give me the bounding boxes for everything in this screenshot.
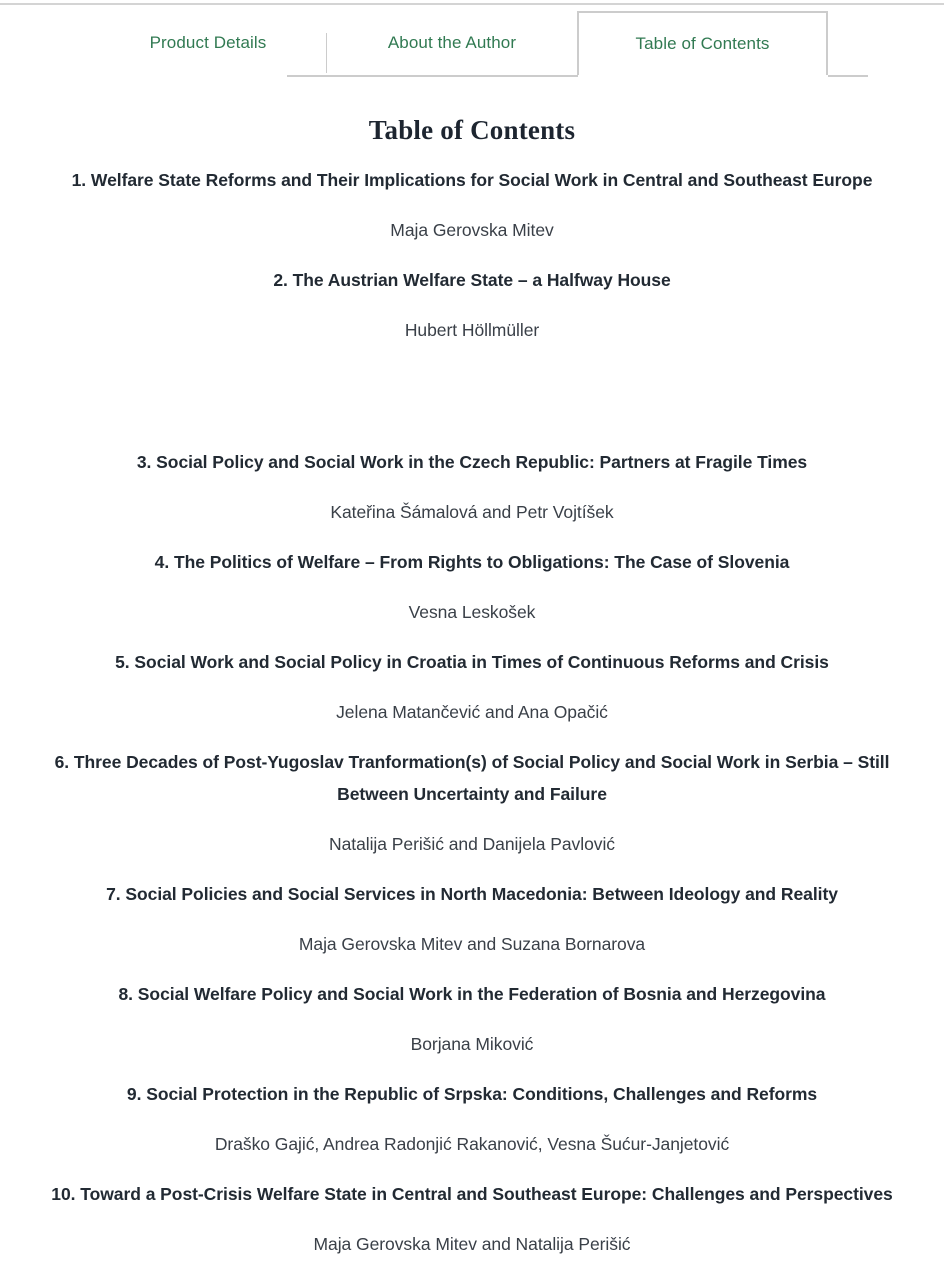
- toc-entry-spacer: [0, 146, 944, 164]
- toc-title-author-spacer: [0, 578, 944, 596]
- toc-entry-authors: Vesna Leskošek: [408, 602, 536, 623]
- toc-entry-title: 10. Toward a Post-Crisis Welfare State in Central and Southeast Europe: Challenges and Perspectives: [51, 1184, 893, 1205]
- toc-entry-spacer: [0, 1060, 944, 1078]
- toc-entry-authors: Maja Gerovska Mitev: [390, 220, 554, 241]
- toc-entry: [0, 146, 944, 246]
- toc-entry-spacer: [0, 528, 944, 546]
- toc-entry-authors: Natalija Perišić and Danijela Pavlović: [328, 834, 615, 855]
- toc-entry-title: 6. Three Decades of Post-Yugoslav Tranformation(s) of Social Policy and Social Work in Serbia – Still Between Uncertainty and Failure: [54, 752, 890, 805]
- tab-product-details-label: Product Details: [149, 33, 267, 52]
- toc-entry-title: 9. Social Protection in the Republic of Srpska: Conditions, Challenges and Reforms: [126, 1084, 818, 1105]
- toc-title-author-spacer: [0, 810, 944, 828]
- toc-title-author-spacer: [0, 678, 944, 696]
- toc-entry-title: 2. The Austrian Welfare State – a Halfway House: [273, 270, 671, 291]
- toc-title-author-spacer: [0, 1010, 944, 1028]
- toc-entry-spacer: [0, 728, 944, 746]
- toc-entry-spacer: [0, 960, 944, 978]
- toc-entry-list: [0, 146, 944, 1260]
- tab-product-details[interactable]: [93, 11, 323, 75]
- tab-about-the-author-label: About the Author: [387, 33, 517, 52]
- toc-entry-title: 1. Welfare State Reforms and Their Implications for Social Work in Central and Southeast Europe: [71, 170, 873, 191]
- toc-entry-spacer: [0, 860, 944, 878]
- toc-entry-spacer: [0, 1160, 944, 1178]
- toc-entry-title: 3. Social Policy and Social Work in the Czech Republic: Partners at Fragile Times: [136, 452, 808, 473]
- toc-entry: [0, 1160, 944, 1260]
- toc-entry-title: 7. Social Policies and Social Services in North Macedonia: Between Ideology and Reality: [106, 884, 838, 905]
- toc-entry: [0, 728, 944, 860]
- toc-entry: [0, 628, 944, 728]
- toc-entry-title: 5. Social Work and Social Policy in Croatia in Times of Continuous Reforms and Crisis: [115, 652, 829, 673]
- toc-entry-title: 4. The Politics of Welfare – From Rights to Obligations: The Case of Slovenia: [154, 552, 790, 573]
- toc-entry-authors: Maja Gerovska Mitev and Suzana Bornarova: [298, 934, 646, 955]
- toc-entry-spacer: [0, 628, 944, 646]
- toc-entry: [0, 960, 944, 1060]
- toc-title-author-spacer: [0, 1110, 944, 1128]
- toc-entry-authors: Jelena Matančević and Ana Opačić: [336, 702, 608, 723]
- tab-table-of-contents-label: Table of Contents: [635, 34, 770, 53]
- toc-title-author-spacer: [0, 296, 944, 314]
- toc-entry-spacer: [0, 246, 944, 264]
- product-tab-strip: [0, 11, 944, 76]
- toc-entry: [0, 860, 944, 960]
- toc-title-author-spacer: [0, 910, 944, 928]
- toc-entry-title: 8. Social Welfare Policy and Social Work in the Federation of Bosnia and Herzegovina: [118, 984, 826, 1005]
- tab-table-of-contents[interactable]: [577, 11, 828, 75]
- toc-title-author-spacer: [0, 196, 944, 214]
- toc-entry-authors: Hubert Höllmüller: [404, 320, 540, 341]
- toc-entry-authors: Maja Gerovska Mitev and Natalija Perišić: [313, 1234, 631, 1255]
- toc-blank-paragraph: [0, 346, 944, 428]
- toc-entry-authors: Kateřina Šámalová and Petr Vojtíšek: [330, 502, 614, 523]
- page-top-rule: [0, 3, 944, 5]
- toc-entry: [0, 528, 944, 628]
- toc-title-author-spacer: [0, 478, 944, 496]
- toc-entry: [0, 246, 944, 428]
- table-of-contents-panel: [0, 76, 944, 1260]
- tab-about-the-author[interactable]: [327, 11, 577, 75]
- toc-entry-spacer: [0, 428, 944, 446]
- toc-entry-authors: Borjana Miković: [410, 1034, 534, 1055]
- toc-title-author-spacer: [0, 1210, 944, 1228]
- toc-entry: [0, 428, 944, 528]
- toc-entry: [0, 1060, 944, 1160]
- page-title: Table of Contents: [368, 115, 576, 145]
- toc-entry-authors: Draško Gajić, Andrea Radonjić Rakanović, Vesna Šućur-Janjetović: [214, 1134, 730, 1155]
